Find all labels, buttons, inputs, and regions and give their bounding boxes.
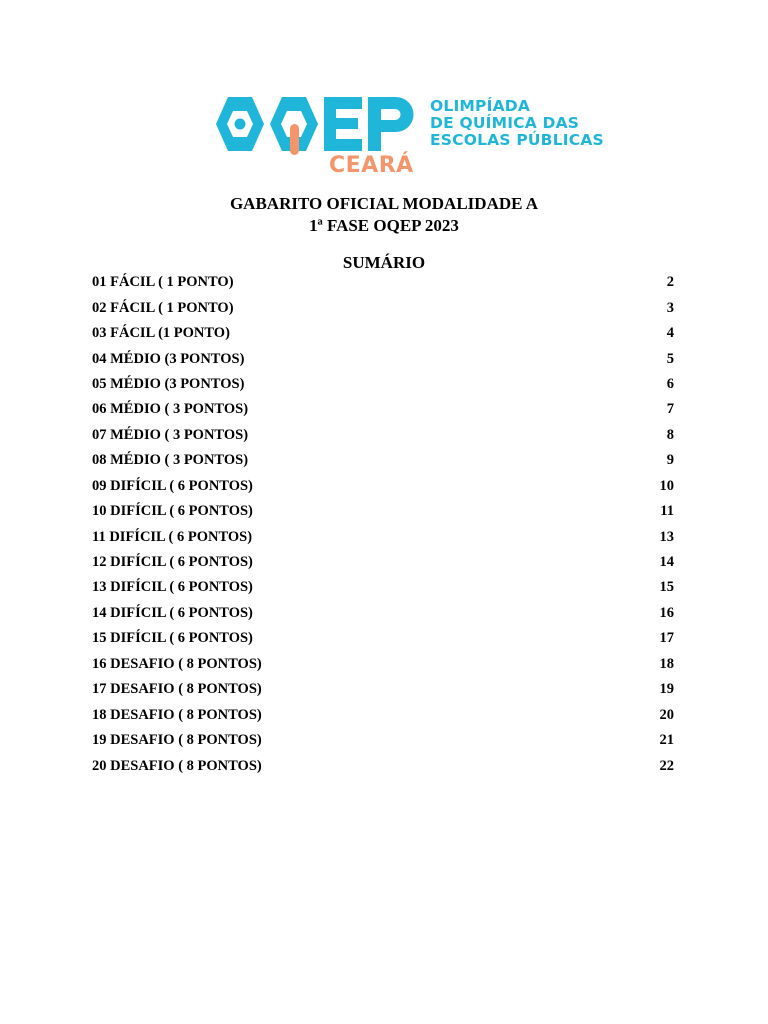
logo-region-text: CEARÁ	[329, 153, 414, 178]
toc-entry-label: 12 DIFÍCIL ( 6 PONTOS)	[92, 554, 253, 571]
toc-entry-page-number: 11	[660, 503, 674, 520]
toc-entry-page-number: 17	[659, 630, 674, 647]
toc-entry[interactable]	[92, 474, 674, 499]
toc-entry[interactable]	[92, 321, 674, 346]
summary-heading: SUMÁRIO	[342, 253, 426, 272]
toc-entry-label: 09 DIFÍCIL ( 6 PONTOS)	[92, 477, 253, 494]
toc-entry-page-number: 19	[659, 681, 674, 698]
letter-p-shape	[368, 97, 414, 151]
hexagon-o-icon	[216, 97, 264, 151]
toc-entry-page-number: 21	[659, 732, 674, 749]
toc-entry-label: 19 DESAFIO ( 8 PONTOS)	[92, 732, 262, 749]
document-header	[0, 193, 768, 237]
logo-tagline-line: OLIMPÍADA	[430, 97, 531, 115]
toc-entry-label: 07 MÉDIO ( 3 PONTOS)	[92, 426, 249, 443]
toc-entry-label: 15 DIFÍCIL ( 6 PONTOS)	[92, 630, 253, 647]
toc-entry[interactable]	[92, 397, 674, 422]
toc-entry[interactable]	[92, 652, 674, 677]
toc-entry-page-number: 7	[666, 401, 674, 418]
table-of-contents	[92, 270, 674, 779]
toc-entry[interactable]	[92, 270, 674, 295]
toc-entry-label: 06 MÉDIO ( 3 PONTOS)	[92, 401, 249, 418]
toc-entry-label: 04 MÉDIO (3 PONTOS)	[92, 350, 245, 367]
toc-entry[interactable]	[92, 423, 674, 448]
toc-entry-label: 16 DESAFIO ( 8 PONTOS)	[92, 655, 262, 672]
toc-entry[interactable]	[92, 346, 674, 371]
hexagon-q-icon	[270, 97, 318, 155]
toc-entry-label: 17 DESAFIO ( 8 PONTOS)	[92, 681, 262, 698]
toc-entry-page-number: 14	[659, 554, 674, 571]
toc-entry[interactable]	[92, 575, 674, 600]
document-title: GABARITO OFICIAL MODALIDADE A	[229, 194, 539, 213]
toc-entry-label: 02 FÁCIL ( 1 PONTO)	[92, 299, 234, 316]
toc-entry-page-number: 9	[666, 452, 674, 469]
toc-entry-label: 14 DIFÍCIL ( 6 PONTOS)	[92, 604, 253, 621]
toc-entry-page-number: 15	[659, 579, 674, 596]
document-subtitle: 1ª FASE OQEP 2023	[309, 216, 459, 235]
oqep-logo	[212, 94, 604, 184]
toc-entry-page-number: 3	[666, 299, 674, 316]
logo-tagline	[430, 98, 604, 149]
logo-tagline-line: ESCOLAS PÚBLICAS	[430, 131, 604, 149]
toc-entry-label: 01 FÁCIL ( 1 PONTO)	[92, 274, 234, 291]
toc-entry[interactable]	[92, 753, 674, 778]
toc-entry-label: 11 DIFÍCIL ( 6 PONTOS)	[92, 528, 253, 545]
toc-entry-label: 20 DESAFIO ( 8 PONTOS)	[92, 757, 262, 774]
toc-entry-page-number: 5	[666, 350, 674, 367]
toc-entry-page-number: 13	[659, 528, 674, 545]
toc-entry-label: 05 MÉDIO (3 PONTOS)	[92, 375, 245, 392]
toc-entry-page-number: 6	[666, 375, 674, 392]
oqep-wordmark-logo	[212, 94, 422, 158]
toc-entry-page-number: 18	[659, 655, 674, 672]
toc-entry-page-number: 2	[666, 274, 674, 291]
toc-entry-label: 10 DIFÍCIL ( 6 PONTOS)	[92, 503, 253, 520]
toc-entry-page-number: 10	[659, 477, 674, 494]
toc-entry-page-number: 16	[659, 604, 674, 621]
toc-entry-label: 13 DIFÍCIL ( 6 PONTOS)	[92, 579, 253, 596]
toc-entry-label: 03 FÁCIL (1 PONTO)	[92, 325, 230, 342]
toc-entry[interactable]	[92, 728, 674, 753]
toc-entry-page-number: 20	[659, 706, 674, 723]
toc-entry-label: 08 MÉDIO ( 3 PONTOS)	[92, 452, 249, 469]
toc-entry[interactable]	[92, 677, 674, 702]
toc-entry-page-number: 8	[666, 426, 674, 443]
toc-entry[interactable]	[92, 499, 674, 524]
toc-entry[interactable]	[92, 702, 674, 727]
toc-entry[interactable]	[92, 448, 674, 473]
toc-entry[interactable]	[92, 626, 674, 651]
toc-entry[interactable]	[92, 372, 674, 397]
toc-entry-page-number: 4	[666, 325, 674, 342]
toc-entry[interactable]	[92, 550, 674, 575]
logo-tagline-line: DE QUÍMICA DAS	[430, 114, 580, 132]
toc-entry[interactable]	[92, 295, 674, 320]
toc-entry-label: 18 DESAFIO ( 8 PONTOS)	[92, 706, 262, 723]
toc-entry[interactable]	[92, 601, 674, 626]
toc-entry[interactable]	[92, 524, 674, 549]
toc-entry-page-number: 22	[659, 757, 674, 774]
letter-e-shape	[324, 97, 362, 151]
